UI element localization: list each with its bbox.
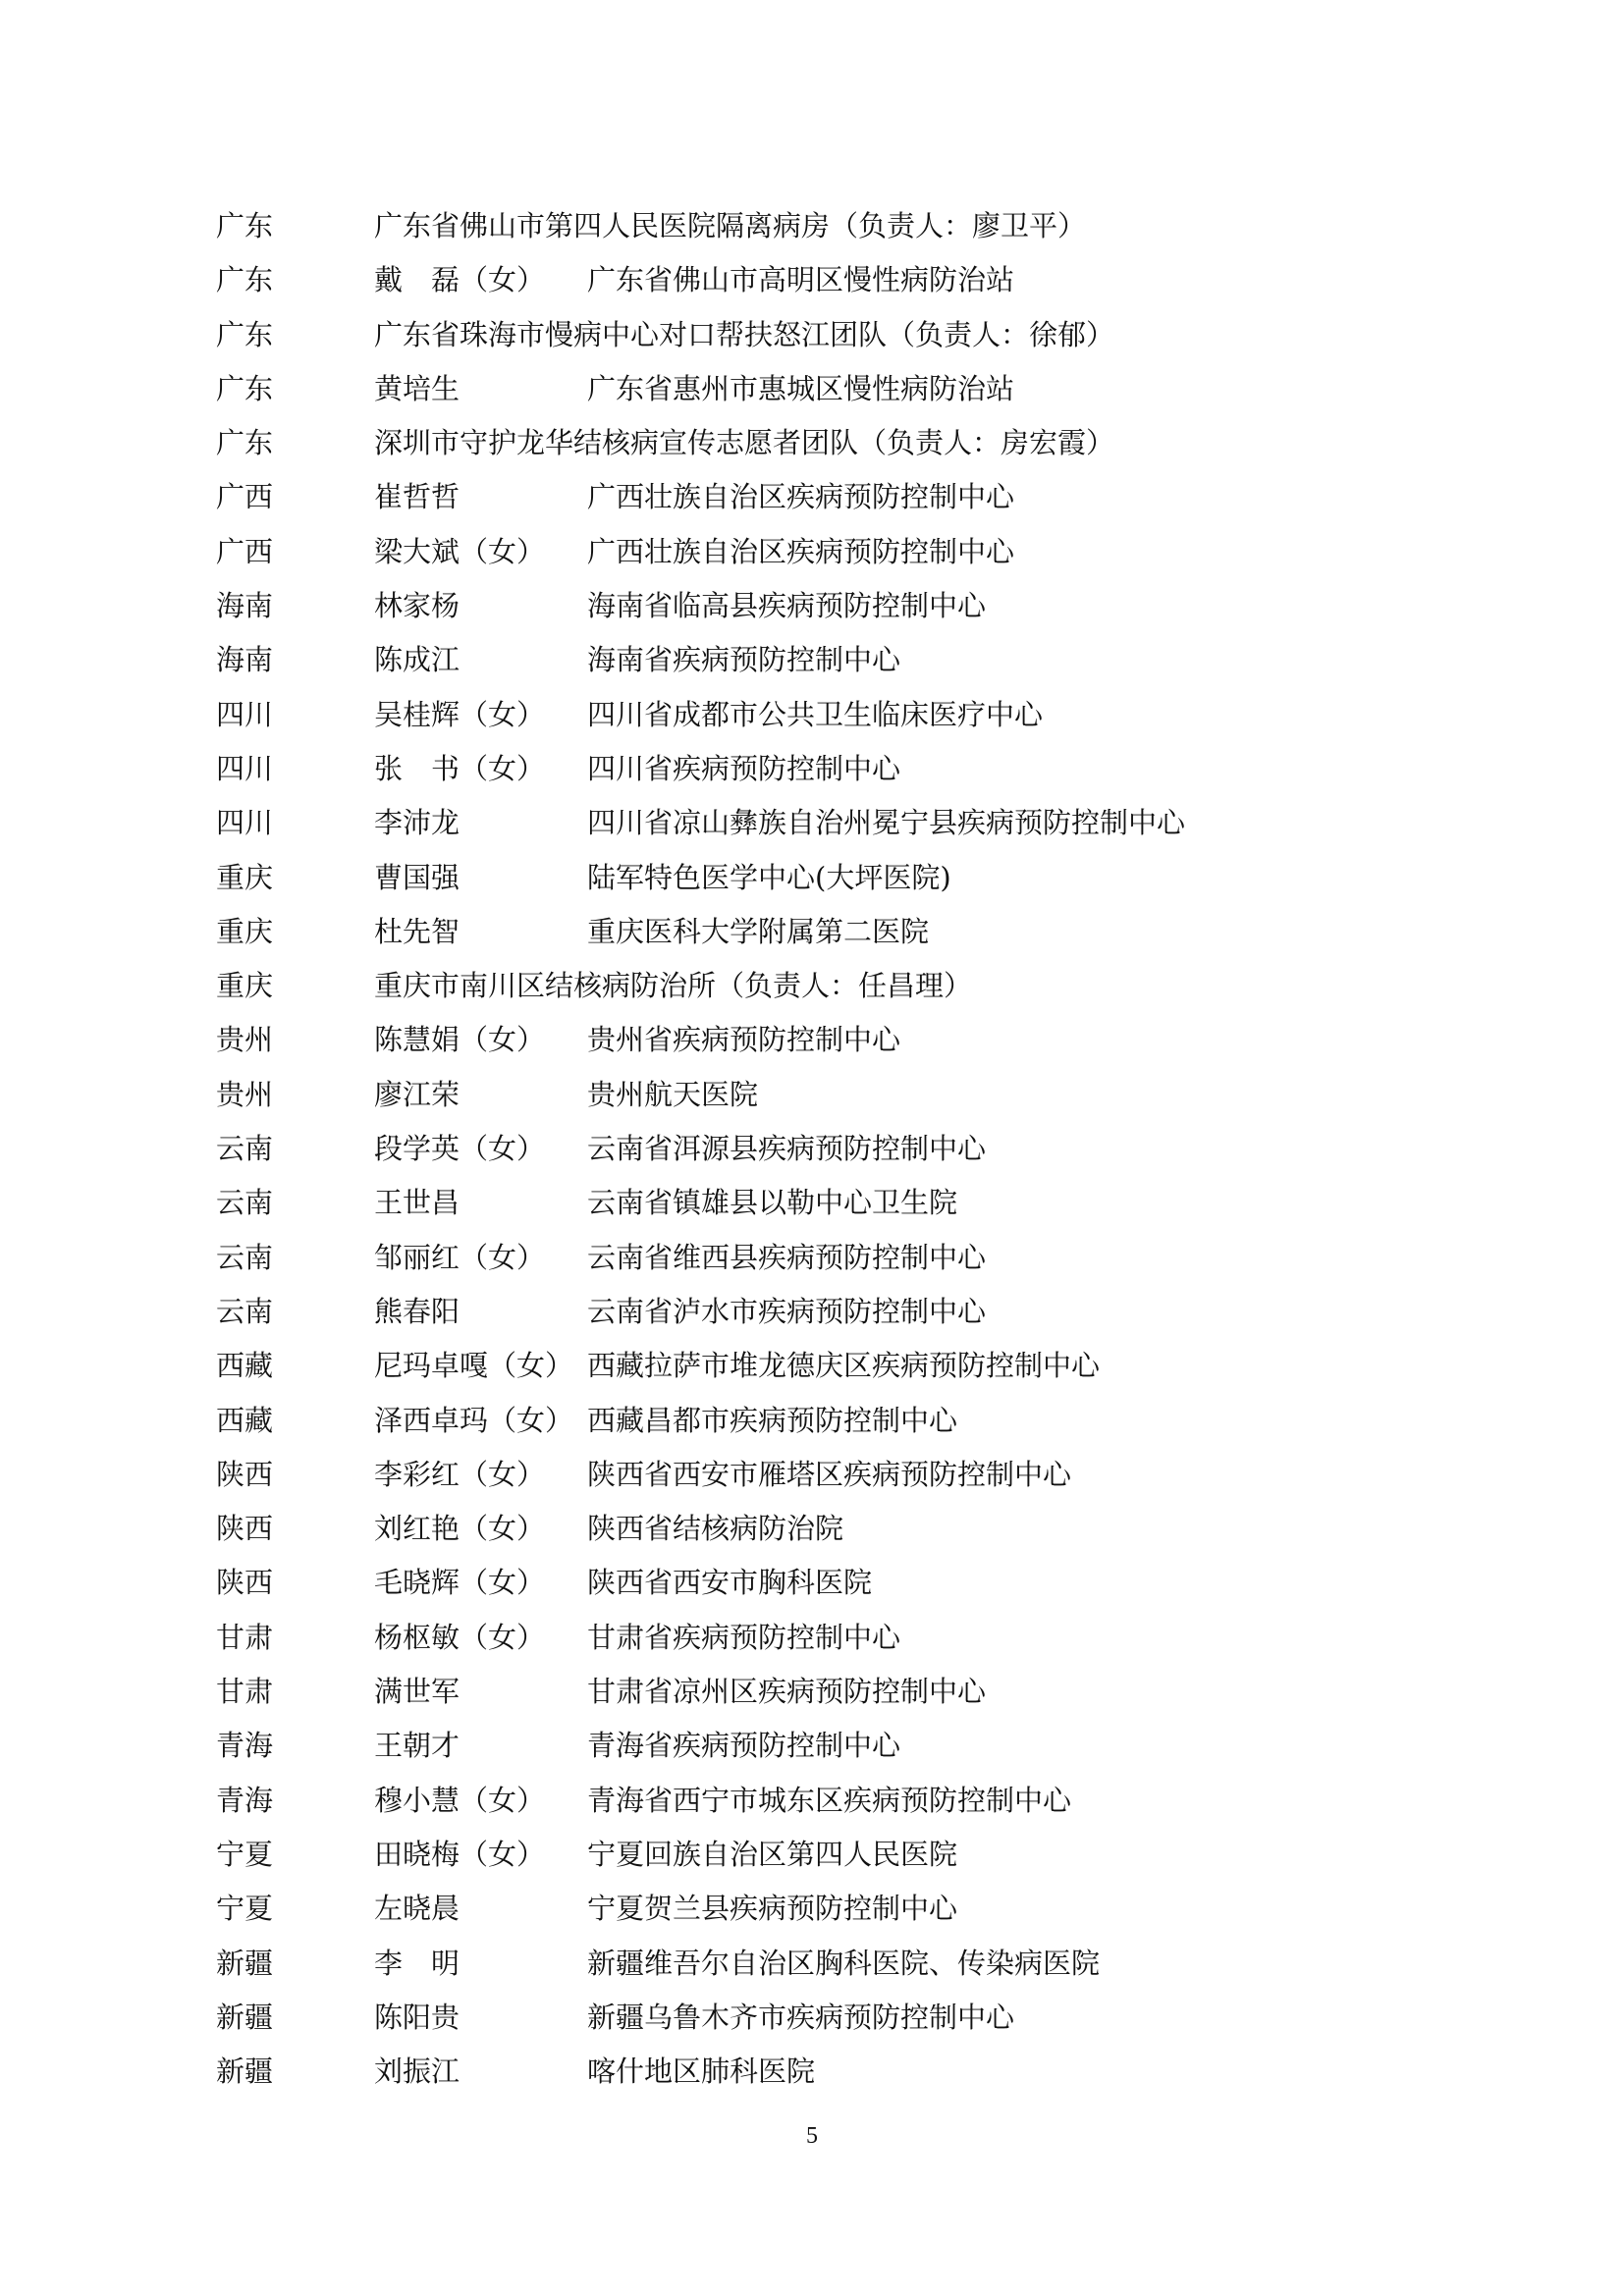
list-item	[216, 959, 1492, 1013]
list-item	[216, 1013, 1492, 1067]
honoree-list	[216, 199, 1492, 2099]
province-label: 甘肃	[216, 1620, 274, 1654]
person-name: 林家杨	[374, 589, 460, 623]
list-item	[216, 1339, 1492, 1393]
province-label: 新疆	[216, 2000, 274, 2034]
province-label: 宁夏	[216, 1837, 274, 1871]
province-label: 重庆	[216, 860, 274, 894]
province-label: 广东	[216, 426, 274, 460]
province-label: 四川	[216, 751, 274, 785]
list-item	[216, 1068, 1492, 1122]
province-label: 四川	[216, 697, 274, 731]
organization-name: 陕西省西安市胸科医院	[587, 1566, 873, 1600]
province-label: 云南	[216, 1294, 274, 1328]
list-item	[216, 362, 1492, 416]
list-item	[216, 1774, 1492, 1828]
person-name: 段学英（女）	[374, 1132, 546, 1166]
organization-name: 宁夏回族自治区第四人民医院	[587, 1837, 958, 1871]
team-entry: 广东省珠海市慢病中心对口帮扶怒江团队（负责人：徐郁）	[374, 317, 1115, 351]
list-item	[216, 525, 1492, 579]
list-item	[216, 1828, 1492, 1882]
province-label: 青海	[216, 1783, 274, 1817]
page-number: 5	[806, 2123, 818, 2149]
list-item	[216, 1448, 1492, 1502]
organization-name: 甘肃省凉州区疾病预防控制中心	[587, 1675, 987, 1709]
province-label: 云南	[216, 1240, 274, 1274]
team-entry: 深圳市守护龙华结核病宣传志愿者团队（负责人：房宏霞）	[374, 426, 1115, 460]
province-label: 西藏	[216, 1349, 274, 1383]
organization-name: 重庆医科大学附属第二医院	[587, 914, 930, 948]
province-label: 新疆	[216, 1946, 274, 1980]
person-name: 杨枢敏（女）	[374, 1620, 546, 1654]
person-name: 熊春阳	[374, 1294, 460, 1328]
person-name: 陈慧娟（女）	[374, 1023, 546, 1057]
list-item	[216, 1882, 1492, 1936]
organization-name: 云南省维西县疾病预防控制中心	[587, 1240, 987, 1274]
organization-name: 贵州航天医院	[587, 1077, 759, 1111]
province-label: 宁夏	[216, 1892, 274, 1926]
organization-name: 云南省洱源县疾病预防控制中心	[587, 1132, 987, 1166]
team-entry: 广东省佛山市第四人民医院隔离病房（负责人：廖卫平）	[374, 209, 1087, 242]
person-name: 梁大斌（女）	[374, 534, 546, 568]
person-name: 田晓梅（女）	[374, 1837, 546, 1871]
province-label: 新疆	[216, 2055, 274, 2089]
person-name: 刘振江	[374, 2055, 460, 2089]
list-item	[216, 416, 1492, 470]
province-label: 广东	[216, 209, 274, 242]
organization-name: 广西壮族自治区疾病预防控制中心	[587, 534, 1015, 568]
organization-name: 广东省佛山市高明区慢性病防治站	[587, 263, 1015, 297]
province-label: 青海	[216, 1729, 274, 1763]
province-label: 重庆	[216, 969, 274, 1003]
person-name: 杜先智	[374, 914, 460, 948]
list-item	[216, 579, 1492, 633]
organization-name: 四川省疾病预防控制中心	[587, 751, 901, 785]
person-name: 尼玛卓嘎（女）	[374, 1349, 574, 1383]
organization-name: 甘肃省疾病预防控制中心	[587, 1620, 901, 1654]
organization-name: 西藏昌都市疾病预防控制中心	[587, 1403, 958, 1437]
list-item	[216, 796, 1492, 850]
person-name: 毛晓辉（女）	[374, 1566, 546, 1600]
person-name: 陈阳贵	[374, 2000, 460, 2034]
organization-name: 新疆维吾尔自治区胸科医院、传染病医院	[587, 1946, 1101, 1980]
list-item	[216, 905, 1492, 959]
province-label: 甘肃	[216, 1675, 274, 1709]
list-item	[216, 1665, 1492, 1719]
person-name: 李彩红（女）	[374, 1457, 546, 1491]
organization-name: 青海省西宁市城东区疾病预防控制中心	[587, 1783, 1072, 1817]
list-item	[216, 1231, 1492, 1285]
province-label: 贵州	[216, 1077, 274, 1111]
organization-name: 广西壮族自治区疾病预防控制中心	[587, 480, 1015, 514]
organization-name: 云南省泸水市疾病预防控制中心	[587, 1294, 987, 1328]
organization-name: 云南省镇雄县以勒中心卫生院	[587, 1186, 958, 1220]
list-item	[216, 1556, 1492, 1610]
list-item	[216, 199, 1492, 253]
person-name: 穆小慧（女）	[374, 1783, 546, 1817]
list-item	[216, 1502, 1492, 1556]
province-label: 陕西	[216, 1457, 274, 1491]
list-item	[216, 1611, 1492, 1665]
person-name: 李 明	[374, 1946, 460, 1980]
list-item	[216, 470, 1492, 524]
province-label: 西藏	[216, 1403, 274, 1437]
province-label: 贵州	[216, 1023, 274, 1057]
province-label: 陕西	[216, 1566, 274, 1600]
province-label: 广东	[216, 371, 274, 405]
list-item	[216, 1394, 1492, 1448]
organization-name: 海南省疾病预防控制中心	[587, 643, 901, 677]
organization-name: 宁夏贺兰县疾病预防控制中心	[587, 1892, 958, 1926]
person-name: 吴桂辉（女）	[374, 697, 546, 731]
province-label: 四川	[216, 806, 274, 840]
person-name: 满世军	[374, 1675, 460, 1709]
list-item	[216, 1176, 1492, 1230]
province-label: 云南	[216, 1186, 274, 1220]
person-name: 王朝才	[374, 1729, 460, 1763]
person-name: 邹丽红（女）	[374, 1240, 546, 1274]
person-name: 崔哲哲	[374, 480, 460, 514]
list-item	[216, 742, 1492, 796]
organization-name: 陆军特色医学中心(大坪医院)	[587, 860, 951, 894]
organization-name: 西藏拉萨市堆龙德庆区疾病预防控制中心	[587, 1349, 1101, 1383]
organization-name: 新疆乌鲁木齐市疾病预防控制中心	[587, 2000, 1015, 2034]
organization-name: 贵州省疾病预防控制中心	[587, 1023, 901, 1057]
person-name: 黄培生	[374, 371, 460, 405]
person-name: 廖江荣	[374, 1077, 460, 1111]
list-item	[216, 253, 1492, 307]
organization-name: 海南省临高县疾病预防控制中心	[587, 589, 987, 623]
team-entry: 重庆市南川区结核病防治所（负责人：任昌理）	[374, 969, 973, 1003]
province-label: 海南	[216, 643, 274, 677]
province-label: 广东	[216, 317, 274, 351]
province-label: 广西	[216, 534, 274, 568]
organization-name: 四川省成都市公共卫生临床医疗中心	[587, 697, 1044, 731]
organization-name: 四川省凉山彝族自治州冕宁县疾病预防控制中心	[587, 806, 1186, 840]
list-item	[216, 851, 1492, 905]
list-item	[216, 1991, 1492, 2045]
organization-name: 青海省疾病预防控制中心	[587, 1729, 901, 1763]
list-item	[216, 688, 1492, 742]
province-label: 广西	[216, 480, 274, 514]
person-name: 刘红艳（女）	[374, 1512, 546, 1546]
person-name: 左晓晨	[374, 1892, 460, 1926]
province-label: 云南	[216, 1132, 274, 1166]
person-name: 曹国强	[374, 860, 460, 894]
list-item	[216, 1122, 1492, 1176]
organization-name: 喀什地区肺科医院	[587, 2055, 816, 2089]
province-label: 重庆	[216, 914, 274, 948]
province-label: 陕西	[216, 1512, 274, 1546]
list-item	[216, 1937, 1492, 1991]
person-name: 戴 磊（女）	[374, 263, 546, 297]
organization-name: 陕西省西安市雁塔区疾病预防控制中心	[587, 1457, 1072, 1491]
list-item	[216, 2045, 1492, 2099]
list-item	[216, 1719, 1492, 1773]
person-name: 陈成江	[374, 643, 460, 677]
organization-name: 陕西省结核病防治院	[587, 1512, 844, 1546]
person-name: 泽西卓玛（女）	[374, 1403, 574, 1437]
list-item	[216, 633, 1492, 687]
province-label: 海南	[216, 589, 274, 623]
person-name: 王世昌	[374, 1186, 460, 1220]
province-label: 广东	[216, 263, 274, 297]
list-item	[216, 308, 1492, 362]
person-name: 张 书（女）	[374, 751, 546, 785]
person-name: 李沛龙	[374, 806, 460, 840]
list-item	[216, 1285, 1492, 1339]
organization-name: 广东省惠州市惠城区慢性病防治站	[587, 371, 1015, 405]
